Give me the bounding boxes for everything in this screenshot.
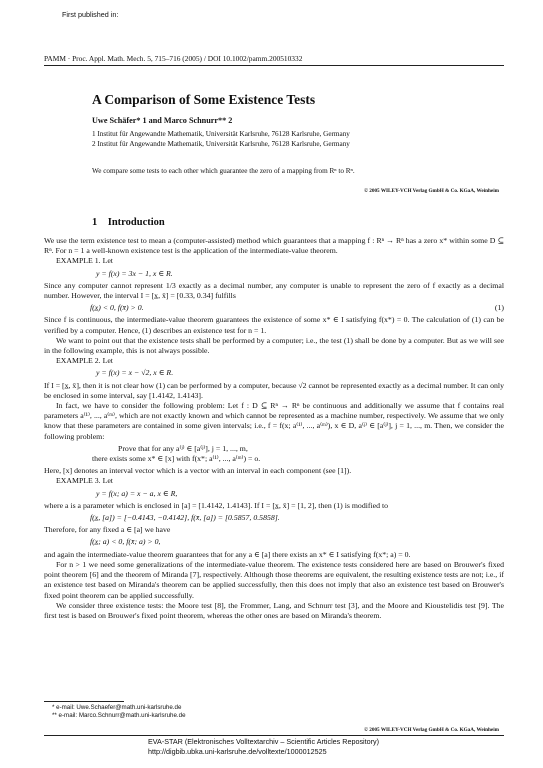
paragraph: Since any computer cannot represent 1/3 exactly as a decimal number, any computer is unable to represent the zero of f exactly as a decimal number. However, the interval I = [x̲, x̄] = [0.33, 0.34] fulfills: [44, 280, 504, 301]
paragraph: Therefore, for any fixed a ∈ [a] we have: [44, 525, 171, 535]
section-heading: [92, 217, 165, 228]
equation: y = f(x) = x − √2, x ∈ R.: [96, 368, 174, 378]
equation-number: (1): [494, 303, 504, 313]
footnote-email-2: ** e-mail: Marco.Schnurr@math.uni-karlsruhe.de: [52, 712, 186, 719]
paragraph: We use the term existence test to mean a (computer-assisted) method which guarantees that a mapping f : Rⁿ → Rⁿ has a zero x* within some D ⊆ Rⁿ. For n = 1 a well-known existence test is the application of the intermediate-value theorem.: [44, 236, 504, 256]
example-label: EXAMPLE 1. Let: [56, 256, 113, 266]
paragraph: We consider three existence tests: the Moore test [8], the Frommer, Lang, and Schnurr test [3], and the Moore and Kioustelidis test [9]. The first test is based on Brouwer's fixed point theorem, whereas the other ones are based on Miranda's theorem.: [44, 600, 504, 620]
paragraph: We want to point out that the existence tests shall be performed by a computer; i.e., the test (1) shall be done by a computer. But as we will see in the following example, this is not always possible.: [44, 335, 504, 356]
paper-title: A Comparison of Some Existence Tests: [92, 92, 316, 107]
paragraph: where a is a parameter which is enclosed in [a] = [1.4142, 1.4143]. If I = [x̲, x̄] = [1, 2], then (1) is modified to: [44, 500, 389, 510]
affiliation-1: 1 Institut für Angewandte Mathematik, Universität Karlsruhe, 76128 Karlsruhe, Germany: [92, 130, 350, 138]
archive-notice: [148, 737, 379, 756]
paper-authors: Uwe Schäfer* 1 and Marco Schnurr** 2: [92, 116, 233, 125]
equation: y = f(x; a) = x − a, x ∈ R,: [96, 488, 178, 498]
section-number: 1: [92, 217, 98, 228]
example-label: EXAMPLE 3. Let: [56, 476, 113, 486]
header-copyright: © 2005 WILEY-VCH Verlag GmbH & Co. KGaA, Weinheim: [364, 188, 499, 194]
first-published-label: First published in:: [62, 10, 119, 19]
footnote-rule: [44, 701, 124, 702]
journal-citation: PAMM · Proc. Appl. Math. Mech. 5, 715–716 (2005) / DOI 10.1002/pamm.200510332: [44, 54, 303, 63]
equation: f(x̲; a) < 0, f(x̄; a) > 0,: [90, 537, 161, 547]
body-text: [44, 236, 504, 621]
archive-url[interactable]: http://digbib.ubka.uni-karlsruhe.de/volltexte/1000012525: [148, 746, 327, 756]
example-label: EXAMPLE 2. Let: [56, 356, 113, 366]
paragraph: For n > 1 we need some generalizations of the intermediate-value theorem. The existence tests considered here are based on Brouwer's fixed point theorem [6] and the theorem of Miranda [7], respectively. Although those theorems are equivalent, the resulting existence tests are not; i.e., if an existence test based on Miranda's theorem can be applied successfully, then this does not imply that also an existence test based on Brouwer's fixed point theorem can be applied successfully.: [44, 559, 504, 600]
footer-rule: [44, 735, 504, 736]
problem-statement-line-2: there exists some x* ∈ [x] with f(x*; a⁽¹⁾, ..., a⁽ᵐ⁾) = o.: [92, 454, 261, 464]
paragraph: In fact, we have to consider the following problem: Let f : D ⊆ Rⁿ → Rⁿ be continuous and additionally we assume that f contains real parameters a⁽¹⁾, ..., a⁽ᵐ⁾, which are not exactly known and which cannot be represented as a machine number, respectively. We assume that we only know that these parameters are contained in some given intervals; i.e., f = f(x; a⁽¹⁾, ..., a⁽ᵐ⁾), x ∈ D, a⁽ʲ⁾ ∈ [a⁽ʲ⁾], j = 1, ..., m. Then, we consider the following problem:: [44, 401, 504, 441]
paragraph: If I = [x̲, x̄], then it is not clear how (1) can be performed by a computer, because √2 cannot be represented exactly as a decimal number. It can only be enclosed in some interval, say [1.4142, 1.4143].: [44, 380, 504, 400]
equation-1: [44, 303, 504, 313]
paragraph: Since f is continuous, the intermediate-value theorem guarantees the existence of some x* ∈ I satisfying f(x*) = 0. The calculation of (1) can be verified by a computer. Hence, (1) describes an existence test for n = 1.: [44, 315, 504, 335]
equation: y = f(x) = 3x − 1, x ∈ R.: [96, 268, 173, 278]
equation: f(x̲) < 0, f(x̄) > 0.: [90, 303, 144, 313]
header-rule: [44, 65, 504, 66]
affiliation-2: 2 Institut für Angewandte Mathematik, Universität Karlsruhe, 76128 Karlsruhe, Germany: [92, 140, 350, 148]
abstract: We compare some tests to each other which guarantee the zero of a mapping from Rⁿ to Rⁿ.: [92, 167, 355, 175]
equation: f(x̲, [a]) = [−0.4143, −0.4142], f(x̄, [a]) = [0.5857, 0.5858].: [90, 513, 280, 523]
paragraph: and again the intermediate-value theorem guarantees that for any a ∈ [a] there exists an x* ∈ I satisfying f(x*; a) = 0.: [44, 549, 411, 559]
footnote-email-1: * e-mail: Uwe.Schaefer@math.uni-karlsruhe.de: [52, 704, 182, 711]
archive-name: EVA-STAR (Elektronisches Volltextarchiv – Scientific Articles Repository): [148, 737, 380, 746]
footer-copyright: © 2005 WILEY-VCH Verlag GmbH & Co. KGaA, Weinheim: [364, 727, 499, 733]
section-title: Introduction: [107, 217, 165, 228]
problem-statement-line-1: Prove that for any a⁽ʲ⁾ ∈ [a⁽ʲ⁾], j = 1, ..., m,: [118, 443, 248, 453]
paragraph: Here, [x] denotes an interval vector which is a vector with an interval in each component (see [1]).: [44, 466, 352, 476]
footnotes: [52, 704, 186, 720]
